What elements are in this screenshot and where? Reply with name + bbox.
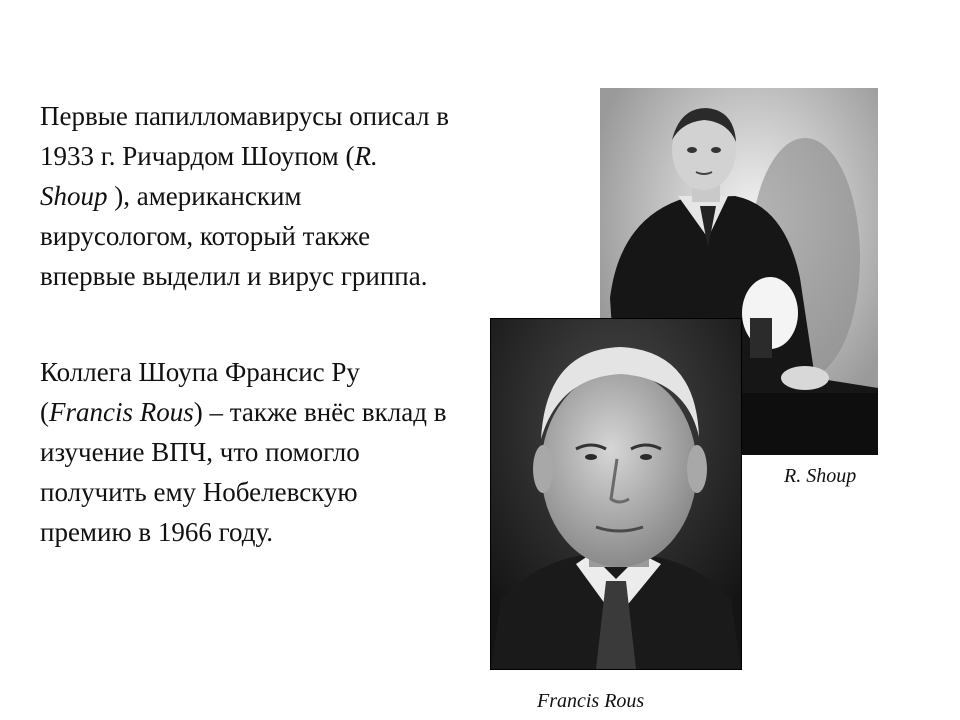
caption-shoup: R. Shoup xyxy=(784,465,857,487)
rous-name-italic: Francis Rous xyxy=(49,397,194,427)
paragraph-shoup-text-1: Первые папилломавирусы описал в 1933 г. Ричардом Шоупом ( xyxy=(40,101,450,171)
paragraph-shoup xyxy=(40,96,450,296)
paragraph-rous-text-1: Коллега Шоупа Франсис Ру ( xyxy=(40,357,360,427)
photo-rous xyxy=(490,318,742,670)
shoup-name-italic: R. Shoup xyxy=(40,141,378,211)
caption-rous: Francis Rous xyxy=(537,690,645,712)
paragraph-shoup-text-2: ), американским вирусологом, который также впервые выделил и вирус гриппа. xyxy=(40,181,428,291)
paragraph-rous-text-2: ) – также внёс вклад в изучение ВПЧ, что помогло получить ему Нобелевскую премию в 1966 году. xyxy=(40,397,447,547)
rous-portrait-illustration xyxy=(491,319,741,669)
paragraph-rous xyxy=(40,352,450,552)
